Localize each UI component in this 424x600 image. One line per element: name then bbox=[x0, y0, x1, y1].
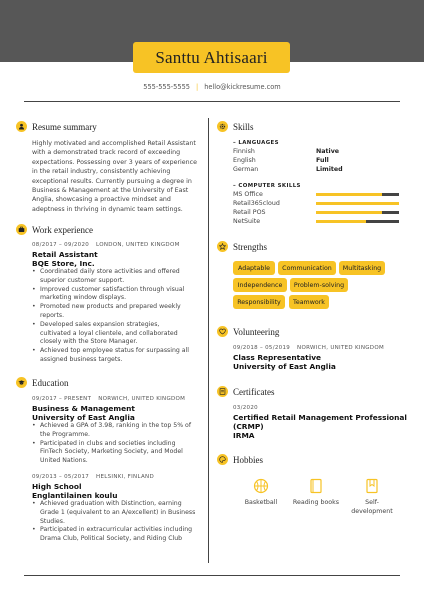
contact-line bbox=[0, 83, 424, 91]
computer-skill-name: Retail POS bbox=[233, 209, 266, 216]
strength-tag: Problem-solving bbox=[290, 278, 348, 292]
work-title: Work experience bbox=[32, 224, 93, 235]
list-item: • Participated in clubs and societies including FinTech Society, Marketing Society, and Model United Nations. bbox=[32, 440, 196, 466]
palette-icon bbox=[217, 454, 228, 465]
certificate-issuer: IRMA bbox=[233, 431, 255, 440]
language-level: Native bbox=[316, 148, 340, 155]
hobbies-title: Hobbies bbox=[233, 454, 263, 465]
education-location: HELSINKI, FINLAND bbox=[96, 474, 154, 480]
language-name: English bbox=[233, 157, 256, 164]
hobby-label: Self- bbox=[365, 499, 379, 506]
skill-level-fill bbox=[316, 211, 382, 214]
skill-level-bar bbox=[316, 193, 399, 196]
education-degree: Business & Management bbox=[32, 404, 135, 413]
strength-tag: Adaptable bbox=[233, 261, 275, 275]
certificate-icon bbox=[217, 386, 228, 397]
heart-icon bbox=[217, 326, 228, 337]
contact-separator: | bbox=[195, 83, 199, 91]
volunteering-location: NORWICH, UNITED KINGDOM bbox=[297, 345, 385, 351]
skill-level-bar bbox=[316, 211, 399, 214]
education-meta bbox=[32, 396, 185, 402]
name-badge bbox=[133, 42, 290, 73]
list-item: • Coordinated daily store activities and offered superior customer support. bbox=[32, 268, 190, 286]
computer-skill-row bbox=[233, 191, 263, 198]
language-row bbox=[233, 157, 329, 164]
hobby-label: Basketball bbox=[244, 499, 278, 506]
education-dates: 09/2013 – 05/2017 bbox=[32, 474, 90, 480]
top-divider bbox=[24, 101, 400, 102]
strength-tag: Independence bbox=[233, 278, 287, 292]
volunteering-dates: 09/2018 – 05/2019 bbox=[233, 345, 291, 351]
list-item: • Developed sales expansion strategies, cultivated a loyal clientele, and collaborated closely with the Store Manager. bbox=[32, 321, 190, 347]
language-level: Full bbox=[316, 157, 329, 164]
skill-level-bar bbox=[316, 202, 399, 205]
bookmark-icon bbox=[364, 478, 380, 494]
list-item: • Improved customer satisfaction through visual marketing window displays. bbox=[32, 286, 190, 304]
skill-level-bar bbox=[316, 220, 399, 223]
list-item: • Promoted new products and prepared weekly reports. bbox=[32, 303, 190, 321]
skills-title: Skills bbox=[233, 121, 254, 132]
strengths-heading bbox=[217, 241, 267, 252]
graduation-cap-icon bbox=[16, 377, 27, 388]
volunteering-meta bbox=[233, 345, 384, 351]
language-name: German bbox=[233, 166, 259, 173]
job-role: Retail Assistant bbox=[32, 250, 98, 259]
language-level: Limited bbox=[316, 166, 343, 173]
skill-level-fill bbox=[316, 193, 382, 196]
bottom-divider bbox=[24, 575, 400, 576]
strength-tag: Multitasking bbox=[339, 261, 385, 275]
education-title: Education bbox=[32, 377, 69, 388]
certificate-name-abbr: (CRMP) bbox=[233, 422, 264, 431]
star-icon bbox=[217, 241, 228, 252]
computer-skill-row bbox=[233, 209, 266, 216]
phone: 555-555-5555 bbox=[143, 83, 190, 91]
strength-tag: Responsibility bbox=[233, 295, 285, 309]
job-location: LONDON, UNITED KINGDOM bbox=[96, 242, 180, 248]
summary-title: Resume summary bbox=[32, 121, 97, 132]
education-school: Englantilainen koulu bbox=[32, 491, 118, 500]
list-item: • Achieved a GPA of 3.98, ranking in the top 5% of the Programme. bbox=[32, 422, 196, 440]
job-dates: 08/2017 – 09/2020 bbox=[32, 242, 90, 248]
education-school: University of East Anglia bbox=[32, 413, 135, 422]
certificate-name: Certified Retail Management Professional bbox=[233, 413, 407, 422]
email: hello@kickresume.com bbox=[204, 83, 281, 91]
skills-heading bbox=[217, 121, 254, 132]
book-icon bbox=[308, 478, 324, 494]
education-heading bbox=[16, 377, 69, 388]
education-location: NORWICH, UNITED KINGDOM bbox=[98, 396, 186, 402]
computer-skill-name: Retail365cloud bbox=[233, 200, 280, 207]
computer-skill-name: NetSuite bbox=[233, 218, 261, 225]
education-bullets bbox=[32, 500, 196, 544]
skill-level-fill bbox=[316, 202, 399, 205]
volunteering-role: Class Representative bbox=[233, 353, 322, 362]
summary-heading bbox=[16, 121, 97, 132]
computer-skill-row bbox=[233, 200, 280, 207]
languages-label: – LANGUAGES bbox=[233, 140, 279, 146]
computer-skill-name: MS Office bbox=[233, 191, 263, 198]
list-item: • Participated in extracurricular activities including Drama Club, Political Society, and Riding Club bbox=[32, 526, 196, 544]
hobby-basketball bbox=[240, 478, 282, 507]
briefcase-icon bbox=[16, 224, 27, 235]
hobbies-heading bbox=[217, 454, 263, 465]
strength-tag: Communication bbox=[278, 261, 336, 275]
computer-skill-row bbox=[233, 218, 260, 225]
gear-icon bbox=[217, 121, 228, 132]
education-degree: High School bbox=[32, 482, 82, 491]
education-bullets bbox=[32, 422, 196, 466]
strength-tag: Teamwork bbox=[289, 295, 329, 309]
person-icon bbox=[16, 121, 27, 132]
basketball-icon bbox=[253, 478, 269, 494]
job-meta bbox=[32, 242, 180, 248]
language-row bbox=[233, 166, 343, 173]
summary-text: Highly motivated and accomplished Retail Assistant with a demonstrated track record of exceeding expectations. Possessing over 3 years of experience in the retail industry, consistently achieving exceptional results. Currently pursuing a degree in Business & Management at the University of East Anglia, showcasing a proactive mindset and adeptness in thriving in dynamic team settings. bbox=[32, 140, 198, 213]
list-item: • Achieved graduation with Distinction, earning Grade 1 (equivalent to an A/excellent) in Business Studies. bbox=[32, 500, 196, 526]
candidate-name: Santtu Ahtisaari bbox=[155, 47, 268, 67]
column-divider bbox=[208, 118, 209, 563]
education-dates: 09/2017 – PRESENT bbox=[32, 396, 92, 402]
job-company: BQE Store, Inc. bbox=[32, 259, 95, 268]
strengths-title: Strengths bbox=[233, 241, 268, 252]
language-row bbox=[233, 148, 340, 155]
language-name: Finnish bbox=[233, 148, 255, 155]
hobby-label: Reading books bbox=[292, 499, 340, 506]
skill-level-fill bbox=[316, 220, 366, 223]
certificates-title: Certificates bbox=[233, 386, 275, 397]
hobby-reading bbox=[290, 478, 342, 507]
volunteering-heading bbox=[217, 326, 279, 337]
hobby-label: development bbox=[351, 508, 393, 515]
list-item: • Achieved top employee status for surpassing all assigned business targets. bbox=[32, 347, 190, 365]
computer-skills-label: – COMPUTER SKILLS bbox=[233, 183, 301, 189]
job-bullets bbox=[32, 268, 190, 365]
certificates-heading bbox=[217, 386, 274, 397]
work-heading bbox=[16, 224, 93, 235]
education-meta bbox=[32, 474, 154, 480]
certificate-date: 03/2020 bbox=[233, 405, 258, 411]
volunteering-org: University of East Anglia bbox=[233, 362, 336, 371]
volunteering-title: Volunteering bbox=[233, 326, 280, 337]
hobby-self-development bbox=[350, 478, 394, 516]
